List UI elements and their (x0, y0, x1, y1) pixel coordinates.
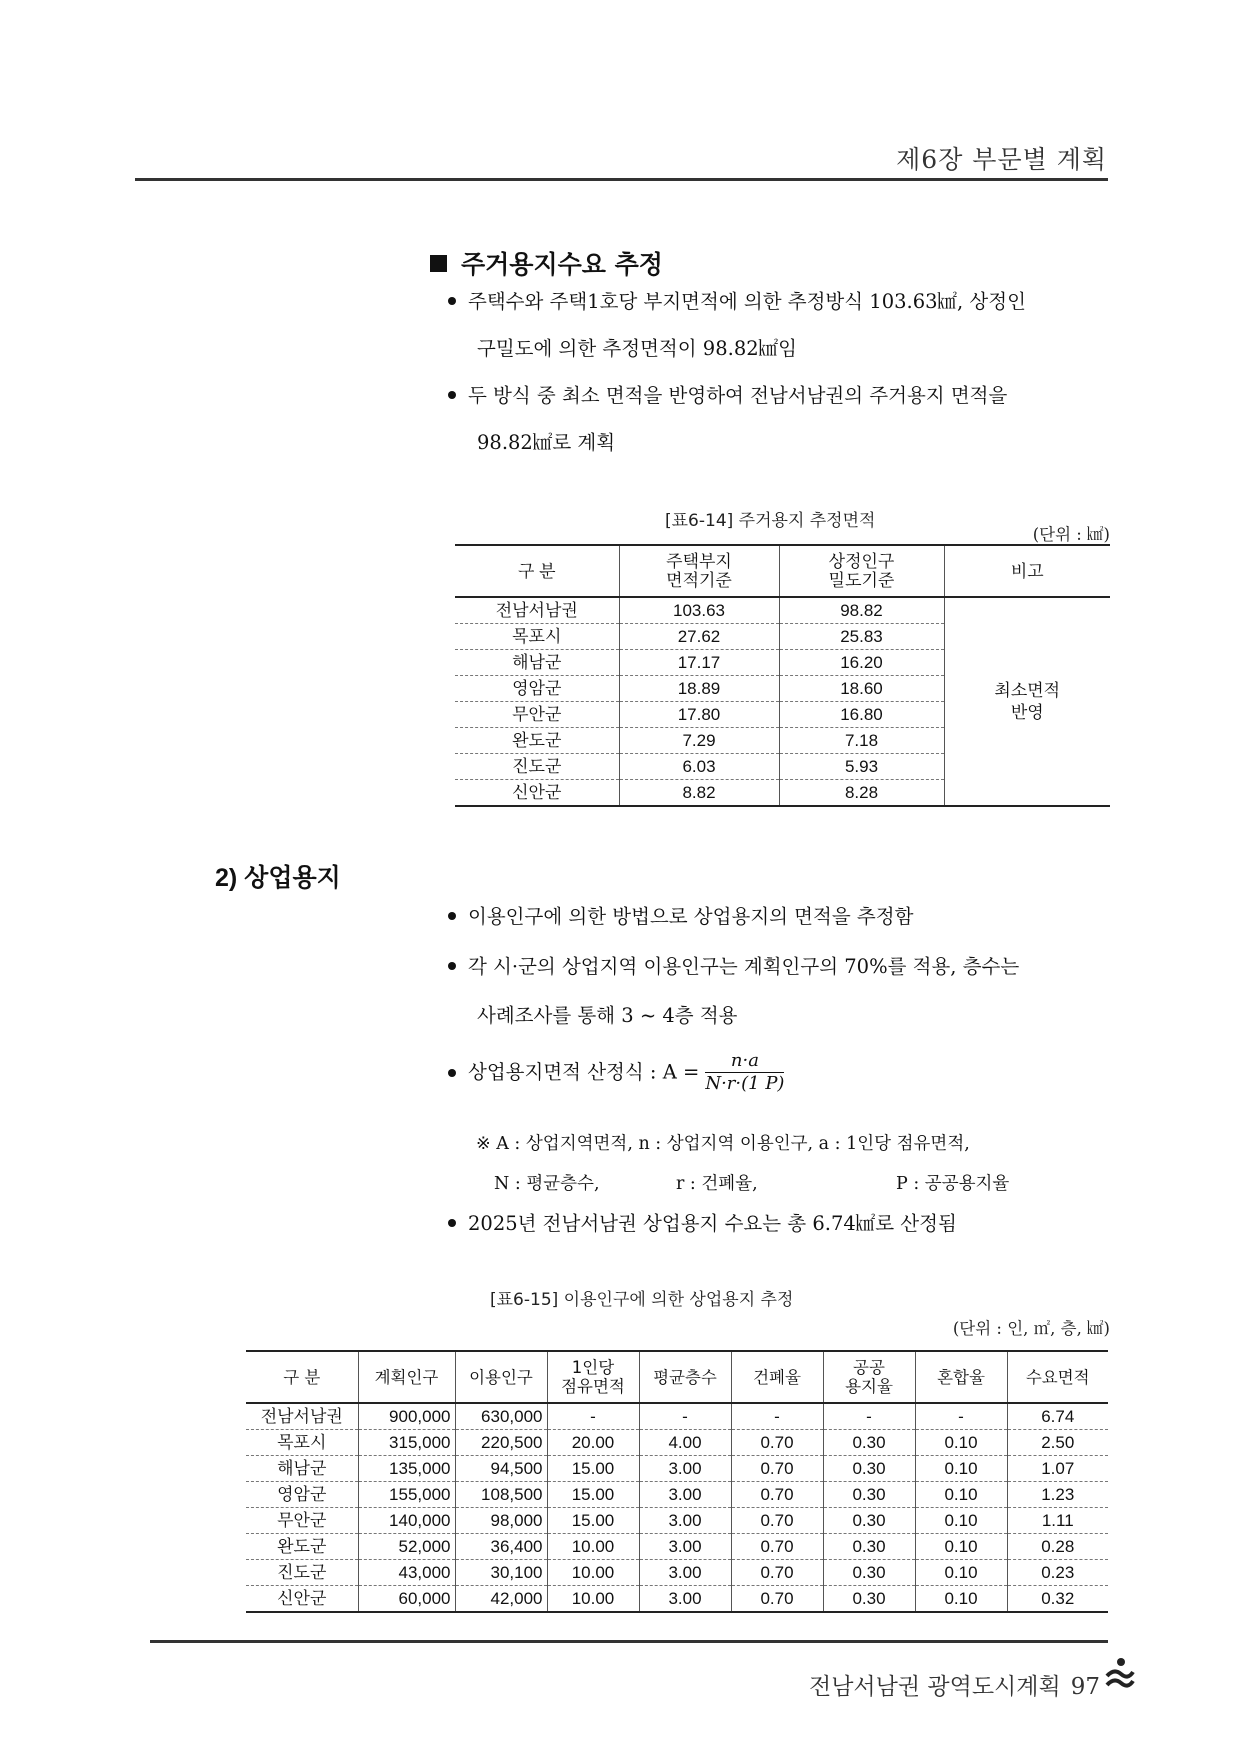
square-bullet-icon (430, 255, 447, 272)
formula-note-P: P : 공공용지율 (896, 1174, 1010, 1194)
header-cell: 상정인구 밀도기준 (779, 545, 944, 597)
table-row: 완도군 52,000 36,400 10.00 3.00 0.70 0.30 0.10 0.28 (246, 1534, 1108, 1560)
header-cell: 비고 (944, 545, 1110, 597)
bullet-dot-icon (448, 1219, 456, 1227)
header-cell: 구 분 (246, 1351, 358, 1403)
header-cell: 건폐율 (731, 1351, 823, 1403)
bullet-item: 2025년 전남서남권 상업용지 수요는 총 6.74㎢로 산정됨 (448, 1212, 957, 1236)
commercial-area-table (246, 1350, 1108, 1613)
footer-text: 전남서남권 광역도시계획 97 (809, 1674, 1100, 1700)
table-caption: [표6-14] 주거용지 추정면적 (665, 511, 876, 531)
table-unit: (단위 : ㎢) (1032, 525, 1110, 544)
bullet-item: 각 시·군의 상업지역 이용인구는 계획인구의 70%를 적용, 층수는 (448, 955, 1019, 979)
bullet-item: 주택수와 주택1호당 부지면적에 의한 추정방식 103.63㎢, 상정인 (448, 290, 1026, 314)
bullet-dot-icon (448, 912, 456, 920)
table-row: 해남군 17.17 16.20 (455, 650, 1110, 676)
page-number: 97 (1070, 1674, 1100, 1700)
table-row: 진도군 6.03 5.93 (455, 754, 1110, 780)
bullet-dot-icon (448, 297, 456, 305)
chapter-title: 제6장 부문별 계획 (896, 145, 1107, 174)
bullet-dot-icon (448, 962, 456, 970)
table-row: 완도군 7.29 7.18 (455, 728, 1110, 754)
section-title-residential: 주거용지수요 추정 (430, 245, 663, 281)
header-cell: 이용인구 (455, 1351, 547, 1403)
formula-note-r: r : 건폐율, (676, 1174, 758, 1194)
table-unit: (단위 : 인, ㎡, 층, ㎢) (952, 1319, 1110, 1338)
bullet-item: 두 방식 중 최소 면적을 반영하여 전남서남권의 주거용지 면적을 (448, 384, 1007, 408)
table-row: 영암군 155,000 108,500 15.00 3.00 0.70 0.30 0.10 1.23 (246, 1482, 1108, 1508)
bullet-dot-icon (448, 391, 456, 399)
header-cell: 주택부지 면적기준 (619, 545, 779, 597)
section-title-commercial: 2) 상업용지 (215, 864, 341, 892)
remark-cell: 최소면적 반영 (944, 597, 1110, 806)
header-cell: 1인당 점유면적 (547, 1351, 639, 1403)
header-cell: 공공 용지율 (823, 1351, 915, 1403)
header-cell: 구 분 (455, 545, 619, 597)
formula-note-N: N : 평균층수, (494, 1174, 600, 1194)
table-row: 무안군 17.80 16.80 (455, 702, 1110, 728)
table-row: 목포시 315,000 220,500 20.00 4.00 0.70 0.30 0.10 2.50 (246, 1430, 1108, 1456)
header-cell: 혼합율 (915, 1351, 1007, 1403)
residential-area-table (455, 544, 1110, 807)
bullet-item-cont: 98.82㎢로 계획 (477, 431, 616, 454)
table-row: 영암군 18.89 18.60 (455, 676, 1110, 702)
table-caption: [표6-15] 이용인구에 의한 상업용지 추정 (490, 1290, 794, 1310)
formula-line: 상업용지면적 산정식 : A = $\frac{n\cdot a}{N\cdot r\cdot(1 P)}$ (448, 1050, 784, 1095)
footer-rule (150, 1640, 1108, 1643)
formula-fraction: $\frac{n\cdot a}{N\cdot r\cdot(1 P)}$ (705, 1050, 785, 1094)
bullet-item-cont: 구밀도에 의한 추정면적이 98.82㎢임 (477, 337, 797, 360)
bullet-item: 이용인구에 의한 방법으로 상업용지의 면적을 추정함 (448, 905, 913, 929)
table-row: 목포시 27.62 25.83 (455, 624, 1110, 650)
table-row: 진도군 43,000 30,100 10.00 3.00 0.70 0.30 0.10 0.23 (246, 1560, 1108, 1586)
table-row: 신안군 60,000 42,000 10.00 3.00 0.70 0.30 0.10 0.32 (246, 1586, 1108, 1613)
header-cell: 계획인구 (358, 1351, 455, 1403)
bullet-item-cont: 사례조사를 통해 3 ~ 4층 적용 (477, 1004, 738, 1027)
bullet-dot-icon (448, 1069, 456, 1077)
table-row: 무안군 140,000 98,000 15.00 3.00 0.70 0.30 0.10 1.11 (246, 1508, 1108, 1534)
header-rule (135, 178, 1108, 181)
header-cell: 수요면적 (1007, 1351, 1108, 1403)
table-row: 전남서남권 900,000 630,000 - - - - - 6.74 (246, 1403, 1108, 1430)
wave-logo-icon (1105, 1656, 1135, 1694)
table-row: 전남서남권 103.63 98.82 최소면적 반영 (455, 597, 1110, 624)
table-row: 신안군 8.82 8.28 (455, 780, 1110, 807)
header-cell: 평균층수 (639, 1351, 731, 1403)
formula-note: ※ A : 상업지역면적, n : 상업지역 이용인구, a : 1인당 점유면적, (476, 1134, 970, 1154)
table-row: 해남군 135,000 94,500 15.00 3.00 0.70 0.30 0.10 1.07 (246, 1456, 1108, 1482)
